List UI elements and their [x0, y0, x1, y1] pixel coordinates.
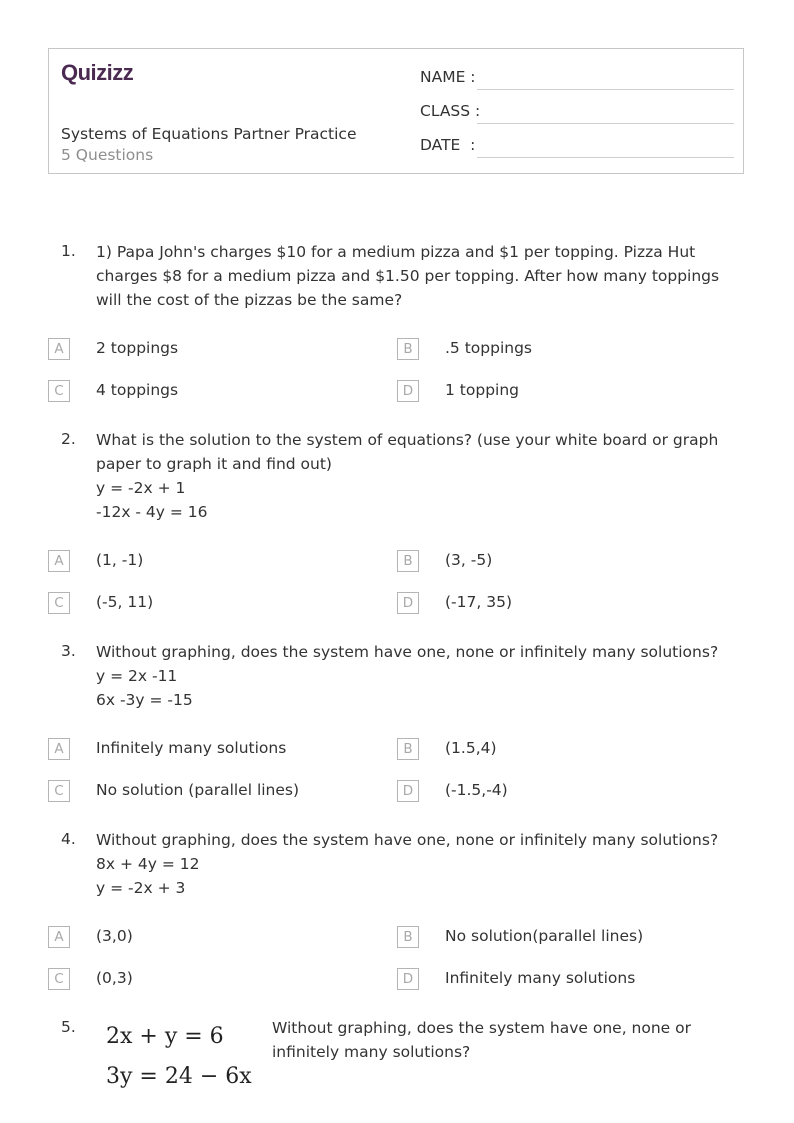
question-5-equation-1: 2x + y = 6	[106, 1024, 224, 1049]
question-5-line: Without graphing, does the system have one, none or infinitely many solutions?	[272, 1019, 691, 1061]
question-4-line: Without graphing, does the system have one, none or infinitely many solutions?	[96, 831, 719, 849]
question-2-equation: y = -2x + 1	[96, 479, 186, 497]
date-label: DATE :	[420, 136, 476, 154]
q2-option-a-text: (1, -1)	[96, 551, 144, 569]
q4-option-a-letter: A	[48, 926, 70, 948]
q1-option-c-letter: C	[48, 380, 70, 402]
question-5-equation-2: 3y = 24 − 6x	[106, 1064, 252, 1089]
q4-option-d-letter: D	[397, 968, 419, 990]
question-count: 5 Questions	[61, 146, 154, 164]
question-3-number: 3.	[61, 642, 76, 660]
q4-option-a-text: (3,0)	[96, 927, 133, 945]
q3-option-d-letter: D	[397, 780, 419, 802]
q1-option-a-text: 2 toppings	[96, 339, 179, 357]
question-1-line: 1) Papa John's charges $10 for a medium pizza and $1 per topping. Pizza Hut charges $8 for a medium pizza and $1.50 per topping. After how many toppings will the cost of the pizzas be the same?	[96, 243, 720, 309]
q2-option-c-text: (-5, 11)	[96, 593, 154, 611]
question-3-equation: y = 2x -11	[96, 667, 178, 685]
q3-option-d-text: (-1.5,-4)	[445, 781, 508, 799]
question-2-line: What is the solution to the system of equations? (use your white board or graph paper to graph it and find out)	[96, 431, 719, 473]
question-2-equation: -12x - 4y = 16	[96, 503, 208, 521]
q3-option-a-letter: A	[48, 738, 70, 760]
class-label: CLASS :	[420, 102, 481, 120]
question-3-line: Without graphing, does the system have one, none or infinitely many solutions?	[96, 643, 719, 661]
question-3-equation: 6x -3y = -15	[96, 691, 193, 709]
question-1-text	[96, 240, 746, 312]
name-field[interactable]	[420, 68, 734, 90]
quizizz-logo-text: Quizizz	[61, 60, 134, 85]
question-5-text	[272, 1016, 746, 1064]
q2-option-c-letter: C	[48, 592, 70, 614]
name-label: NAME :	[420, 68, 476, 86]
q2-option-d-text: (-17, 35)	[445, 593, 512, 611]
question-3-text	[96, 640, 746, 712]
q4-option-b-text: No solution(parallel lines)	[445, 927, 644, 945]
q3-option-b-letter: B	[397, 738, 419, 760]
q4-option-b-letter: B	[397, 926, 419, 948]
q4-option-d-text: Infinitely many solutions	[445, 969, 636, 987]
q2-option-b-text: (3, -5)	[445, 551, 493, 569]
q4-option-c-letter: C	[48, 968, 70, 990]
question-5-number: 5.	[61, 1018, 76, 1036]
q4-option-c-text: (0,3)	[96, 969, 133, 987]
q1-option-a-letter: A	[48, 338, 70, 360]
class-field[interactable]	[420, 102, 734, 124]
q1-option-d-letter: D	[397, 380, 419, 402]
q1-option-b-letter: B	[397, 338, 419, 360]
worksheet-header	[48, 48, 744, 174]
question-2-text	[96, 428, 746, 524]
class-line[interactable]	[477, 123, 734, 124]
q3-option-c-text: No solution (parallel lines)	[96, 781, 300, 799]
question-4-equation: 8x + 4y = 12	[96, 855, 200, 873]
q2-option-d-letter: D	[397, 592, 419, 614]
date-line[interactable]	[477, 157, 734, 158]
quizizz-logo	[61, 59, 151, 87]
question-4-equation: y = -2x + 3	[96, 879, 186, 897]
q3-option-a-text: Infinitely many solutions	[96, 739, 287, 757]
question-4-text	[96, 828, 746, 900]
q3-option-b-text: (1.5,4)	[445, 739, 497, 757]
question-4-number: 4.	[61, 830, 76, 848]
q2-option-a-letter: A	[48, 550, 70, 572]
q2-option-b-letter: B	[397, 550, 419, 572]
q3-option-c-letter: C	[48, 780, 70, 802]
name-line[interactable]	[477, 89, 734, 90]
date-field[interactable]	[420, 136, 734, 158]
worksheet-title: Systems of Equations Partner Practice	[61, 125, 357, 143]
q1-option-d-text: 1 topping	[445, 381, 519, 399]
q1-option-b-text: .5 toppings	[445, 339, 532, 357]
q1-option-c-text: 4 toppings	[96, 381, 179, 399]
question-2-number: 2.	[61, 430, 76, 448]
question-1-number: 1.	[61, 242, 76, 260]
